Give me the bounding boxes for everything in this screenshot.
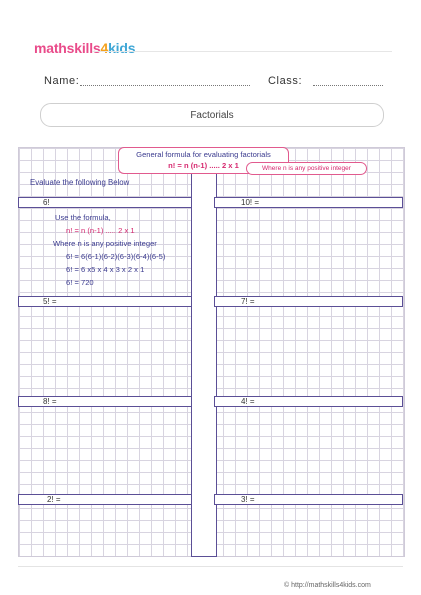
problem-bar-4 [214, 396, 403, 407]
example-line-3: Where n is any positive integer [53, 239, 157, 248]
name-label: Name: [44, 75, 80, 87]
name-field[interactable] [80, 85, 250, 86]
example-line-1: Use the formula, [55, 213, 111, 222]
instruction-text: Evaluate the following Below [30, 178, 130, 187]
problem-6-label: 6! [43, 198, 50, 207]
example-line-6: 6! = 720 [66, 278, 94, 287]
class-label: Class: [268, 75, 303, 87]
example-line-4: 6! = 6(6-1)(6-2)(6-3)(6-4)(6-5) [66, 252, 166, 261]
footer-url[interactable]: © http://mathskills4kids.com [284, 582, 371, 589]
header-divider [92, 51, 392, 52]
logo-part-2: 4 [100, 40, 109, 56]
logo-part-3: kids [108, 40, 136, 56]
formula-expression: n! = n (n-1) ..... 2 x 1 [168, 161, 239, 170]
logo [34, 40, 135, 56]
problem-bar-6 [18, 197, 192, 208]
logo-part-1: mathskills [34, 40, 101, 56]
problem-10-label: 10! = [241, 198, 260, 207]
problem-bar-2 [18, 494, 192, 505]
formula-note: Where n is any positive integer [246, 162, 367, 175]
problem-4-label: 4! = [241, 397, 255, 406]
problem-3-label: 3! = [241, 495, 255, 504]
formula-heading: General formula for evaluating factorials [136, 150, 271, 159]
problem-2-label: 2! = [47, 495, 61, 504]
problem-bar-3 [214, 494, 403, 505]
example-line-2: n! = n (n-1) ..... 2 x 1 [66, 226, 135, 235]
problem-bar-7 [214, 296, 403, 307]
footer-divider [18, 566, 403, 567]
problem-bar-8 [18, 396, 192, 407]
problem-5-label: 5! = [43, 297, 57, 306]
problem-7-label: 7! = [241, 297, 255, 306]
problem-bar-10 [214, 197, 403, 208]
worksheet-title: Factorials [40, 103, 384, 127]
class-field[interactable] [313, 85, 383, 86]
problem-bar-5 [18, 296, 192, 307]
example-line-5: 6! = 6 x5 x 4 x 3 x 2 x 1 [66, 265, 145, 274]
problem-8-label: 8! = [43, 397, 57, 406]
